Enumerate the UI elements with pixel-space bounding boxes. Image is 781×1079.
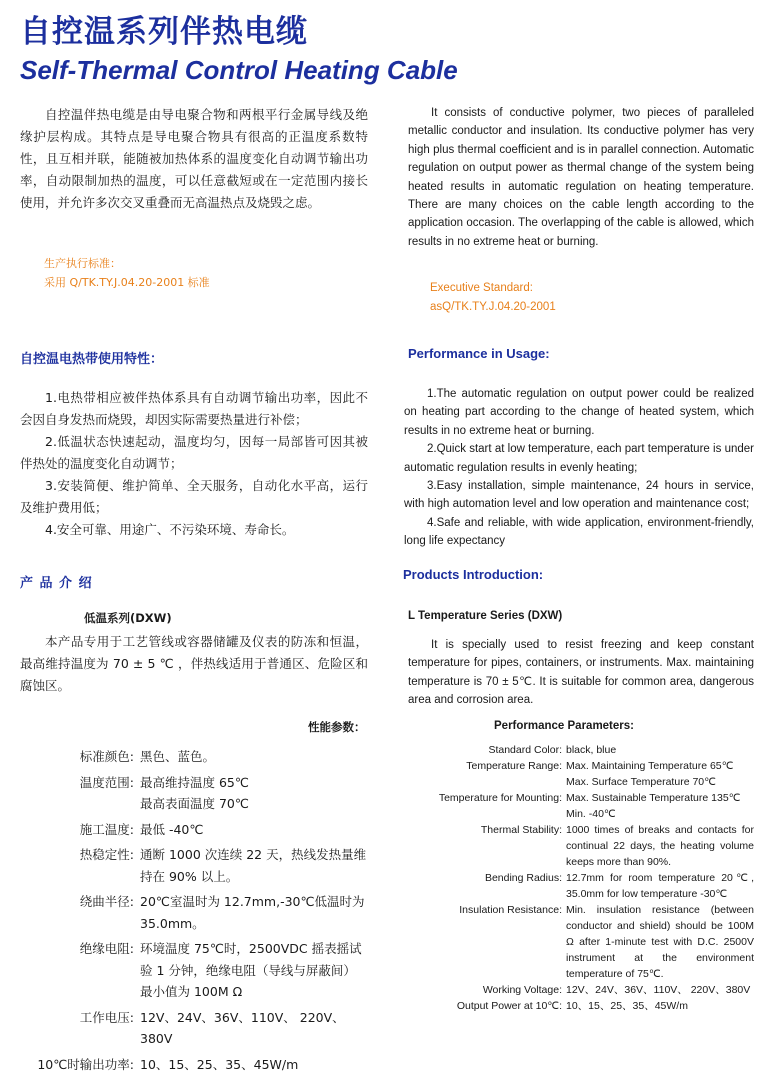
param-value: [566, 742, 754, 758]
table-row: [404, 758, 754, 790]
params-heading-cn: 性能参数：: [308, 719, 366, 735]
list-item: 3.安装简便、维护简单、全天服务，自动化水平高，运行及维护费用低；: [20, 475, 368, 519]
page-title-en: Self-Thermal Control Heating Cable: [20, 55, 458, 86]
standard-en: [430, 279, 556, 317]
table-row: [404, 742, 754, 758]
standard-cn: [44, 254, 210, 292]
intro-text-en: It consists of conductive polymer, two pieces of paralleled metallic conductor and insulation. Its conductive polymer has very high plus thermal coefficient and is in parallel connection. Automatic regulation on output power as thermal change of the system being heated results in automatic regulation on heating temperature. There are many choices on the cable length according to the application occasion. The overlapping of the cable is allowed, which results in no extreme heat or burning.: [408, 104, 754, 251]
list-item: 3.Easy installation, simple maintenance, 24 hours in service, with high automation level and low operation and maintenance cost;: [404, 477, 754, 514]
table-row: [18, 1054, 368, 1079]
param-value: [140, 819, 368, 845]
param-value: [566, 982, 754, 998]
usage-heading-en: Performance in Usage:: [408, 346, 550, 361]
param-value: [566, 758, 754, 790]
param-value-line: 12V、24V、36V、110V、 220V、380V: [566, 982, 754, 998]
param-value-line: 环境温度 75℃时，2500VDC 摇表摇试验 1 分钟，绝缘电阻（导线与屏蔽间）最小值为 100M Ω: [140, 938, 368, 1003]
standard-en-label: Executive Standard:: [430, 279, 556, 298]
param-value-line: Min. -40℃: [566, 806, 754, 822]
series-title-cn: 低温系列(DXW): [84, 610, 172, 626]
param-value-line: Max. Sustainable Temperature 135℃: [566, 790, 754, 806]
list-item: 4.安全可靠、用途广、不污染环境、寿命长。: [20, 519, 368, 541]
param-value-line: Max. Maintaining Temperature 65℃: [566, 758, 754, 774]
param-label: Temperature Range:: [404, 758, 566, 790]
param-value-line: Max. Surface Temperature 70℃: [566, 774, 754, 790]
table-row: [18, 844, 368, 891]
param-label: 绝缘电阻:: [18, 938, 140, 1007]
param-value-line: 10、15、25、35、45W/m: [566, 998, 754, 1014]
param-label: 标准颜色:: [18, 746, 140, 772]
list-item: 2.低温状态快速起动，温度均匀，因每一局部皆可因其被伴热处的温度变化自动调节；: [20, 431, 368, 475]
table-row: [404, 902, 754, 982]
list-item: 4.Safe and reliable, with wide application, environment-friendly, long life expectancy: [404, 514, 754, 551]
list-item: 2.Quick start at low temperature, each part temperature is under automatic regulation results in evenly heating;: [404, 440, 754, 477]
param-label: Thermal Stability:: [404, 822, 566, 870]
param-value-line: Min. insulation resistance (between conductor and shield) should be 100M Ω after 1-minute test with D.C. 2500V instrument at the environment temperature of 75℃.: [566, 902, 754, 982]
table-row: [404, 870, 754, 902]
param-value: [140, 746, 368, 772]
param-value: [140, 891, 368, 938]
param-label: Insulation Resistance:: [404, 902, 566, 982]
usage-list-cn: [20, 387, 368, 541]
param-label: Standard Color:: [404, 742, 566, 758]
series-desc-cn: 本产品专用于工艺管线或容器储罐及仪表的防冻和恒温，最高维持温度为 70 ± 5 ℃ ，伴热线适用于普通区、危险区和腐蚀区。: [20, 631, 368, 697]
table-row: [404, 790, 754, 822]
intro-text-cn: 自控温伴热电缆是由导电聚合物和两根平行金属导线及绝缘护层构成。其特点是导电聚合物具有很高的正温度系数特性，且互相并联，能随被加热体系的温度变化自动调节输出功率，自动限制加热的温度，可以任意截短或在一定范围内接长使用，并允许多次交叉重叠而无高温热点及烧毁之虑。: [20, 104, 368, 214]
table-row: [404, 998, 754, 1014]
param-value: [566, 998, 754, 1014]
param-label: Bending Radius:: [404, 870, 566, 902]
param-value: [140, 938, 368, 1007]
params-table-cn: [18, 746, 368, 1079]
table-row: [404, 822, 754, 870]
param-value-line: 12V、24V、36V、110V、 220V、380V: [140, 1007, 368, 1050]
table-row: [404, 982, 754, 998]
table-row: [18, 772, 368, 819]
table-row: [18, 891, 368, 938]
usage-heading-cn: 自控温电热带使用特性：: [20, 348, 163, 367]
param-label: Temperature for Mounting:: [404, 790, 566, 822]
param-value-line: 12.7mm for room temperature 20℃, 35.0mm for low temperature -30℃: [566, 870, 754, 902]
table-row: [18, 1007, 368, 1054]
params-heading-en: Performance Parameters:: [494, 720, 634, 732]
usage-list-en: [404, 385, 754, 551]
param-value: [566, 902, 754, 982]
list-item: 1.The automatic regulation on output power could be realized on heating part according to the change of heated system, which results in no extreme heat or burning.: [404, 385, 754, 440]
param-label: 施工温度:: [18, 819, 140, 845]
param-value: [140, 772, 368, 819]
products-heading-en: Products Introduction:: [403, 567, 543, 582]
param-label: 热稳定性:: [18, 844, 140, 891]
param-label: 工作电压:: [18, 1007, 140, 1054]
series-desc-en: It is specially used to resist freezing and keep constant temperature for pipes, containers, or instruments. Max. maintaining temperature is 70 ± 5℃. It is suitable for common area, dangerous area and corrosion area.: [408, 636, 754, 710]
param-label: Working Voltage:: [404, 982, 566, 998]
param-value: [566, 822, 754, 870]
param-label: Output Power at 10℃:: [404, 998, 566, 1014]
standard-en-value: asQ/TK.TY.J.04.20-2001: [430, 298, 556, 317]
param-value-line: 黑色、蓝色。: [140, 746, 368, 768]
products-heading-cn: 产 品 介 绍: [20, 572, 93, 591]
params-table-en: [404, 742, 754, 1014]
series-title-en: L Temperature Series (DXW): [408, 610, 562, 622]
param-value-line: black, blue: [566, 742, 754, 758]
table-row: [18, 938, 368, 1007]
param-label: 绕曲半径:: [18, 891, 140, 938]
list-item: 1.电热带相应被伴热体系具有自动调节输出功率，因此不会因自身发热而烧毁，却因实际需要热量进行补偿；: [20, 387, 368, 431]
param-value: [566, 790, 754, 822]
table-row: [18, 819, 368, 845]
param-value-line: 1000 times of breaks and contacts for continual 22 days, the heating volume keeps more than 90%.: [566, 822, 754, 870]
param-value-line: 20℃室温时为 12.7mm,-30℃低温时为 35.0mm。: [140, 891, 368, 934]
param-value-line: 最高表面温度 70℃: [140, 793, 368, 815]
param-value-line: 10、15、25、35、45W/m: [140, 1054, 368, 1076]
param-value-line: 最低 -40℃: [140, 819, 368, 841]
param-label: 温度范围:: [18, 772, 140, 819]
param-value: [140, 1007, 368, 1054]
param-value: [140, 1054, 368, 1079]
standard-cn-value: 采用 Q/TK.TY.J.04.20-2001 标准: [44, 273, 210, 292]
param-label: 10℃时输出功率:: [18, 1054, 140, 1079]
param-value: [140, 844, 368, 891]
table-row: [18, 746, 368, 772]
param-value-line: 最高维持温度 65℃: [140, 772, 368, 794]
page-title-cn: 自控温系列伴热电缆: [20, 6, 308, 51]
param-value: [566, 870, 754, 902]
standard-cn-label: 生产执行标准：: [44, 254, 210, 273]
param-value-line: 通断 1000 次连续 22 天，热线发热量维持在 90% 以上。: [140, 844, 368, 887]
